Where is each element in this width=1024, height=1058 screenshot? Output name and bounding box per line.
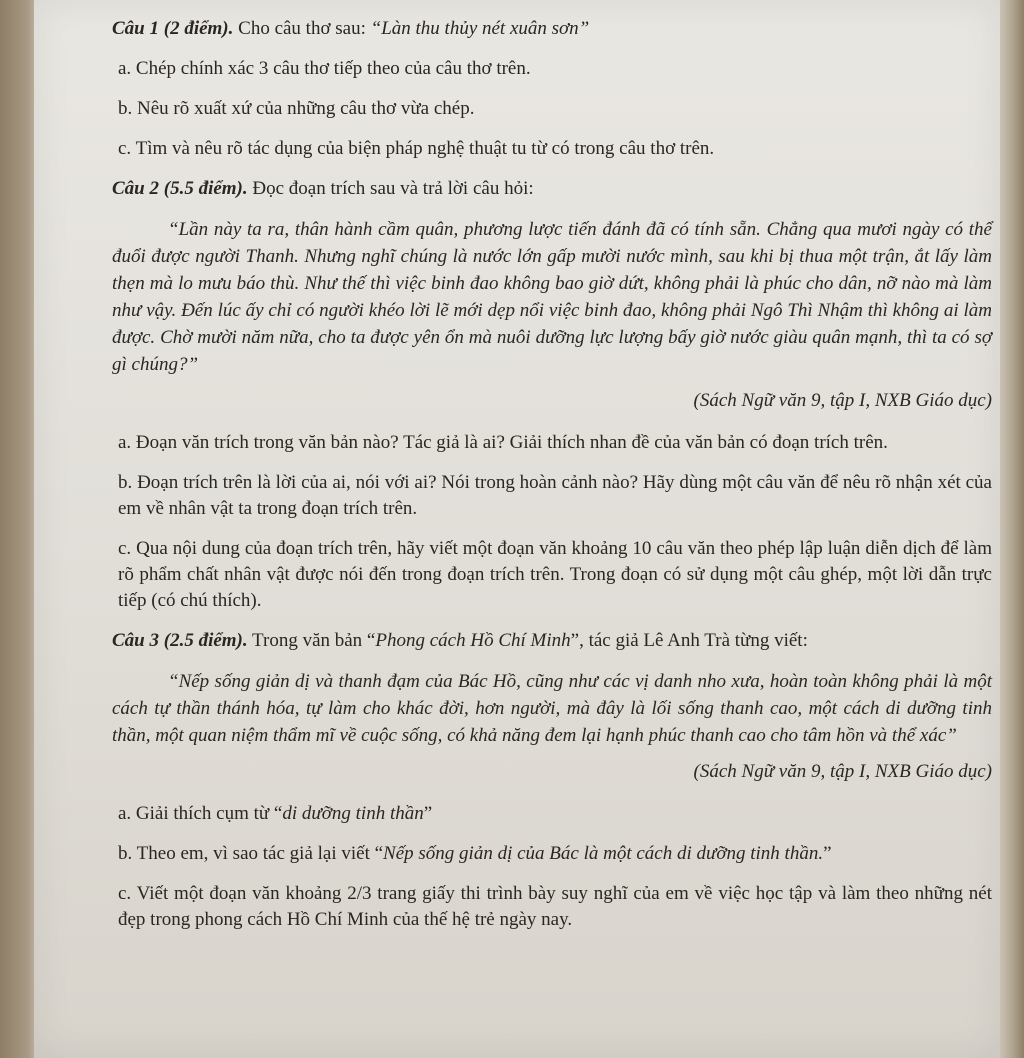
question-2-source: (Sách Ngữ văn 9, tập I, NXB Giáo dục): [693, 390, 992, 411]
question-2-item-a: a. Đoạn văn trích trong văn bản nào? Tác giả là ai? Giải thích nhan đề của văn bản có đoạn trích trên.: [118, 432, 888, 453]
question-3-item-b-post: ”: [823, 843, 832, 864]
exam-content: [112, 16, 992, 947]
question-3-item-a-post: ”: [423, 803, 433, 824]
question-1-title: Câu 1 (2 điểm).: [112, 18, 234, 39]
question-1-intro: Cho câu thơ sau:: [233, 18, 371, 39]
question-3-title: Câu 3 (2.5 điểm).: [112, 630, 248, 651]
question-3-source: (Sách Ngữ văn 9, tập I, NXB Giáo dục): [693, 761, 992, 782]
question-1-item-c: c. Tìm và nêu rõ tác dụng của biện pháp nghệ thuật tu từ có trong câu thơ trên.: [118, 138, 715, 159]
question-1-item-b: b. Nêu rõ xuất xứ của những câu thơ vừa chép.: [118, 98, 475, 119]
question-2-intro: Đọc đoạn trích sau và trả lời câu hỏi:: [247, 178, 534, 199]
question-3-item-c: c. Viết một đoạn văn khoảng 2/3 trang giấy thi trình bày suy nghĩ của em về việc học tập và làm theo những nét đẹp trong phong cách Hồ Chí Minh của thế hệ trẻ ngày nay.: [118, 883, 992, 930]
question-2-title: Câu 2 (5.5 điểm).: [112, 178, 248, 199]
question-3-item-b: [118, 841, 992, 867]
question-2-item-b: b. Đoạn trích trên là lời của ai, nói với ai? Nói trong hoàn cảnh nào? Hãy dùng một câu văn để nêu rõ nhận xét của em về nhân vật ta trong đoạn trích trên.: [118, 472, 992, 519]
question-3-intro-b: ”, tác giả Lê Anh Trà từng viết:: [570, 630, 808, 651]
question-2-passage-text: “Lần này ta ra, thân hành cầm quân, phương lược tiến đánh đã có tính sẵn. Chẳng qua mươi ngày có thể đuổi được người Thanh. Nhưng nghĩ chúng là nước lớn gấp mười nước mình, sau khi bị thua một trận, ắt lấy làm thẹn mà lo mưu báo thù. Như thế thì việc binh đao không bao giờ dứt, không phải là phúc cho dân, nỡ nào mà làm như vậy. Đến lúc ấy chỉ có người khéo lời lẽ mới dẹp nổi việc binh đao, không phải Ngô Thì Nhậm thì không ai làm được. Chờ mười năm nữa, cho ta được yên ổn mà nuôi dưỡng lực lượng bấy giờ nước giàu quân mạnh, thì ta có sợ gì chúng?”: [112, 219, 992, 375]
question-3-passage-text: “Nếp sống giản dị và thanh đạm của Bác Hồ, cũng như các vị danh nho xưa, hoàn toàn không phải là một cách tự thần thánh hóa, tự làm cho khác đời, hơn người, mà đây là lối sống thanh cao, một cách di dưỡng tinh thần, một quan niệm thẩm mĩ về cuộc sống, có khả năng đem lại hạnh phúc thanh cao cho tâm hồn và thể xác”: [112, 671, 992, 746]
question-1-heading: [112, 16, 992, 42]
question-3-item-b-pre: b. Theo em, vì sao tác giả lại viết “: [118, 843, 384, 864]
question-3-item-b-quote: Nếp sống giản dị của Bác là một cách di dưỡng tinh thần.: [383, 843, 824, 864]
question-2-heading: [112, 176, 992, 202]
question-3-intro-a: Trong văn bản “: [247, 630, 376, 651]
question-2-item-c: c. Qua nội dung của đoạn trích trên, hãy viết một đoạn văn khoảng 10 câu văn theo phép lập luận diễn dịch để làm rõ phẩm chất nhân vật được nói đến trong đoạn trích trên. Trong đoạn có sử dụng một câu ghép, một lời dẫn trực tiếp (có chú thích).: [118, 538, 992, 611]
question-3-item-a-term: di dưỡng tinh thần: [282, 803, 424, 824]
question-1-verse: “Làn thu thủy nét xuân sơn”: [370, 18, 590, 39]
question-3-passage: [112, 668, 992, 749]
question-3-work-title: Phong cách Hồ Chí Minh: [375, 630, 571, 651]
question-3-item-a: [118, 801, 992, 827]
table-surface-right: [996, 0, 1024, 1058]
question-3-heading: [112, 628, 992, 654]
question-3-item-a-pre: a. Giải thích cụm từ “: [118, 803, 283, 824]
exam-paper: [34, 0, 1000, 1058]
question-2-passage: [112, 216, 992, 378]
question-1-item-a: a. Chép chính xác 3 câu thơ tiếp theo của câu thơ trên.: [118, 58, 531, 79]
